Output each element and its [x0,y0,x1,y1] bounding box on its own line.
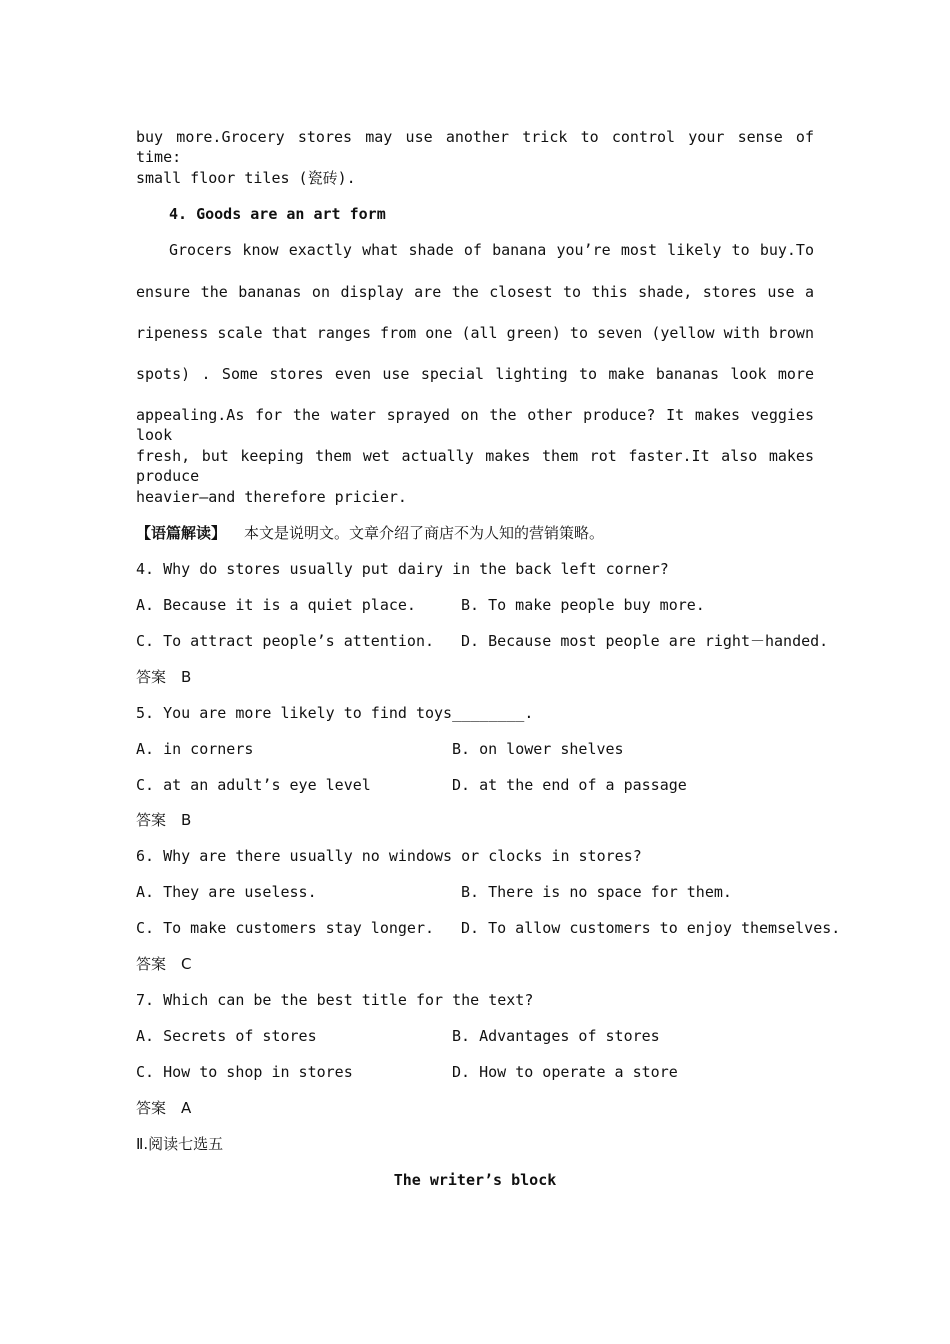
answer: 答案 A [136,1099,192,1117]
question-stem: 5. You are more likely to find toys________. [136,704,534,722]
option-a: A. Because it is a quiet place. [136,596,416,614]
passage-line: buy more.Grocery stores may use another trick to control your sense of time: [136,128,814,166]
section-heading: 4. Goods are an art form [169,205,386,223]
passage-line: appealing.As for the water sprayed on the other produce? It makes veggies look [136,406,814,444]
option-d: D. Because most people are right－handed. [461,632,829,650]
question-stem: 6. Why are there usually no windows or clocks in stores? [136,847,642,865]
passage-title: The writer’s block [393,1171,557,1189]
question-stem: 4. Why do stores usually put dairy in the back left corner? [136,560,669,578]
answer: 答案 B [136,811,192,829]
option-a: A. in corners [136,740,254,758]
option-a: A. Secrets of stores [136,1027,317,1045]
answer: 答案 C [136,955,192,973]
option-c: C. How to shop in stores [136,1063,353,1081]
option-b: B. To make people buy more. [461,596,705,614]
passage-line: spots) . Some stores even use special lighting to make bananas look more [136,365,814,383]
option-c: C. To make customers stay longer. [136,919,435,937]
option-d: D. To allow customers to enjoy themselves. [461,919,841,937]
option-b: B. on lower shelves [452,740,624,758]
analysis-block [136,523,814,543]
section-heading: Ⅱ.阅读七选五 [136,1135,224,1153]
passage-line: ripeness scale that ranges from one (all green) to seven (yellow with brown [136,324,814,342]
option-b: B. Advantages of stores [452,1027,660,1045]
option-d: D. How to operate a store [452,1063,678,1081]
analysis-label: 【语篇解读】 [136,524,227,542]
question-stem: 7. Which can be the best title for the text? [136,991,534,1009]
passage-line: Grocers know exactly what shade of banana you’re most likely to buy.To [169,241,814,259]
passage-line: fresh, but keeping them wet actually makes them rot faster.It also makes produce [136,447,814,485]
passage-line: small floor tiles (瓷砖). [136,169,356,187]
option-c: C. at an adult’s eye level [136,776,371,794]
analysis-text: 本文是说明文。文章介绍了商店不为人知的营销策略。 [244,524,605,542]
option-c: C. To attract people’s attention. [136,632,435,650]
passage-line: ensure the bananas on display are the closest to this shade, stores use a [136,283,814,301]
option-a: A. They are useless. [136,883,317,901]
passage-line: heavier—and therefore pricier. [136,488,407,506]
option-b: B. There is no space for them. [461,883,732,901]
answer: 答案 B [136,668,192,686]
option-d: D. at the end of a passage [452,776,687,794]
